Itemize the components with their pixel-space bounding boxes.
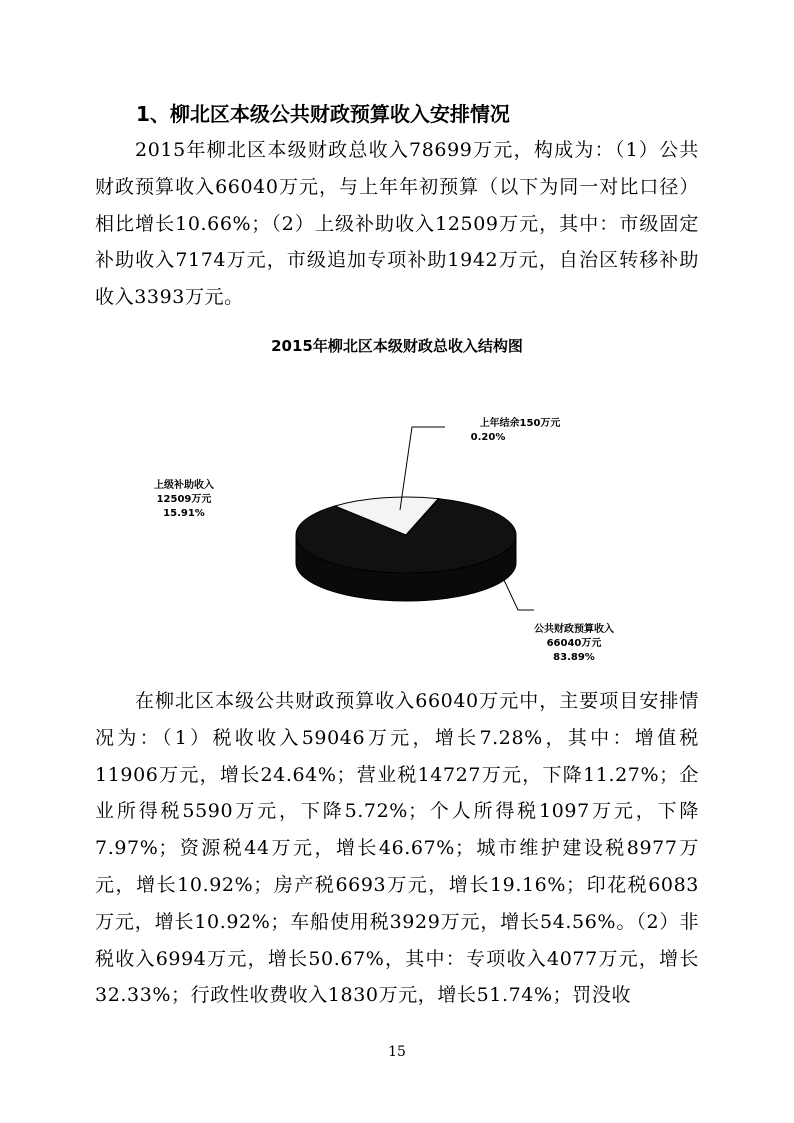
slice-label-budget-percent: 83.89% — [553, 652, 595, 663]
slice-label-subsidy-amount: 12509万元 — [156, 494, 212, 505]
leader-line-budget — [504, 580, 534, 610]
slice-label-budget-name: 公共财政预算收入 — [534, 624, 614, 635]
slice-label-budget-amount: 66040万元 — [546, 638, 602, 649]
page-number: 15 — [388, 1044, 406, 1060]
pie-chart — [100, 395, 700, 675]
chart-title: 2015年柳北区本级财政总收入结构图 — [271, 337, 523, 355]
slice-label-subsidy-name: 上级补助收入 — [154, 480, 214, 491]
intro-paragraph: 2015年柳北区本级财政总收入78699万元，构成为：（1）公共财政预算收入66040万元，与上年年初预算（以下为同一对比口径）相比增长10.66%；（2）上级补助收入12509万元，其中：市级固定补助收入7174万元，市级追加专项补助1942万元，自治区转移补助收入3393万元。 — [95, 139, 699, 309]
slice-label-carryover-name: 上年结余150万元 — [479, 418, 561, 429]
section-heading: 1、柳北区本级公共财政预算收入安排情况 — [136, 102, 510, 126]
slice-label-subsidy-percent: 15.91% — [163, 508, 205, 519]
detail-paragraph: 在柳北区本级公共财政预算收入66040万元中，主要项目安排情况为：（1）税收收入59046万元，增长7.28%，其中：增值税11906万元，增长24.64%；营业税14727万元，下降11.27%；企业所得税5590万元，下降5.72%；个人所得税1097万元，下降7.97%；资源税44万元，增长46.67%；城市维护建设税8977万元，增长10.92%；房产税6693万元，增长19.16%；印花税6083万元，增长10.92%；车船使用税3929万元，增长54.56%。（2）非税收入6994万元，增长50.67%，其中：专项收入4077万元，增长32.33%；行政性收费收入1830万元，增长51.74%；罚没收 — [95, 690, 699, 1007]
slice-label-carryover-percent: 0.20% — [470, 432, 506, 443]
pie-slices — [296, 497, 516, 601]
